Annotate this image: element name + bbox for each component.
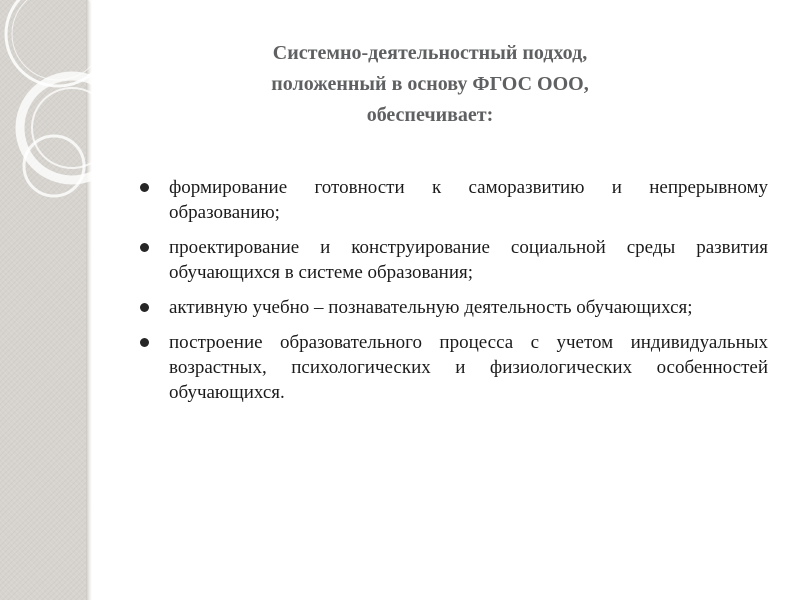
bullet-dot-icon bbox=[140, 303, 149, 312]
title-line-2: положенный в основу ФГОС ООО, bbox=[271, 73, 589, 95]
decor-ring-large-inner bbox=[12, 0, 104, 80]
bullet-text: формирование готовности к саморазвитию и непрерывному образованию; bbox=[169, 177, 768, 223]
decor-ring-medium bbox=[20, 76, 124, 180]
bullet-text: проектирование и конструирование социальной среды развития обучающихся в системе образования; bbox=[169, 237, 768, 283]
slide-title bbox=[170, 38, 690, 131]
bullet-item bbox=[136, 175, 768, 225]
bullet-text: построение образовательного процесса с учетом индивидуальных возрастных, психологических и физиологических особенностей обучающихся. bbox=[169, 332, 768, 403]
title-line-1: Системно-деятельностный подход, bbox=[272, 42, 588, 64]
bullet-item bbox=[136, 235, 768, 285]
bullet-list bbox=[136, 175, 768, 415]
bullet-dot-icon bbox=[140, 183, 149, 192]
bullet-dot-icon bbox=[140, 243, 149, 252]
bullet-item bbox=[136, 295, 768, 320]
title-line-3: обеспечивает: bbox=[366, 104, 494, 126]
bullet-text: активную учебно – познавательную деятельность обучающихся; bbox=[169, 297, 693, 318]
bullet-item bbox=[136, 330, 768, 405]
decor-ring-large bbox=[6, 0, 110, 86]
decor-ring-medium-inner bbox=[32, 88, 112, 168]
bullet-dot-icon bbox=[140, 338, 149, 347]
